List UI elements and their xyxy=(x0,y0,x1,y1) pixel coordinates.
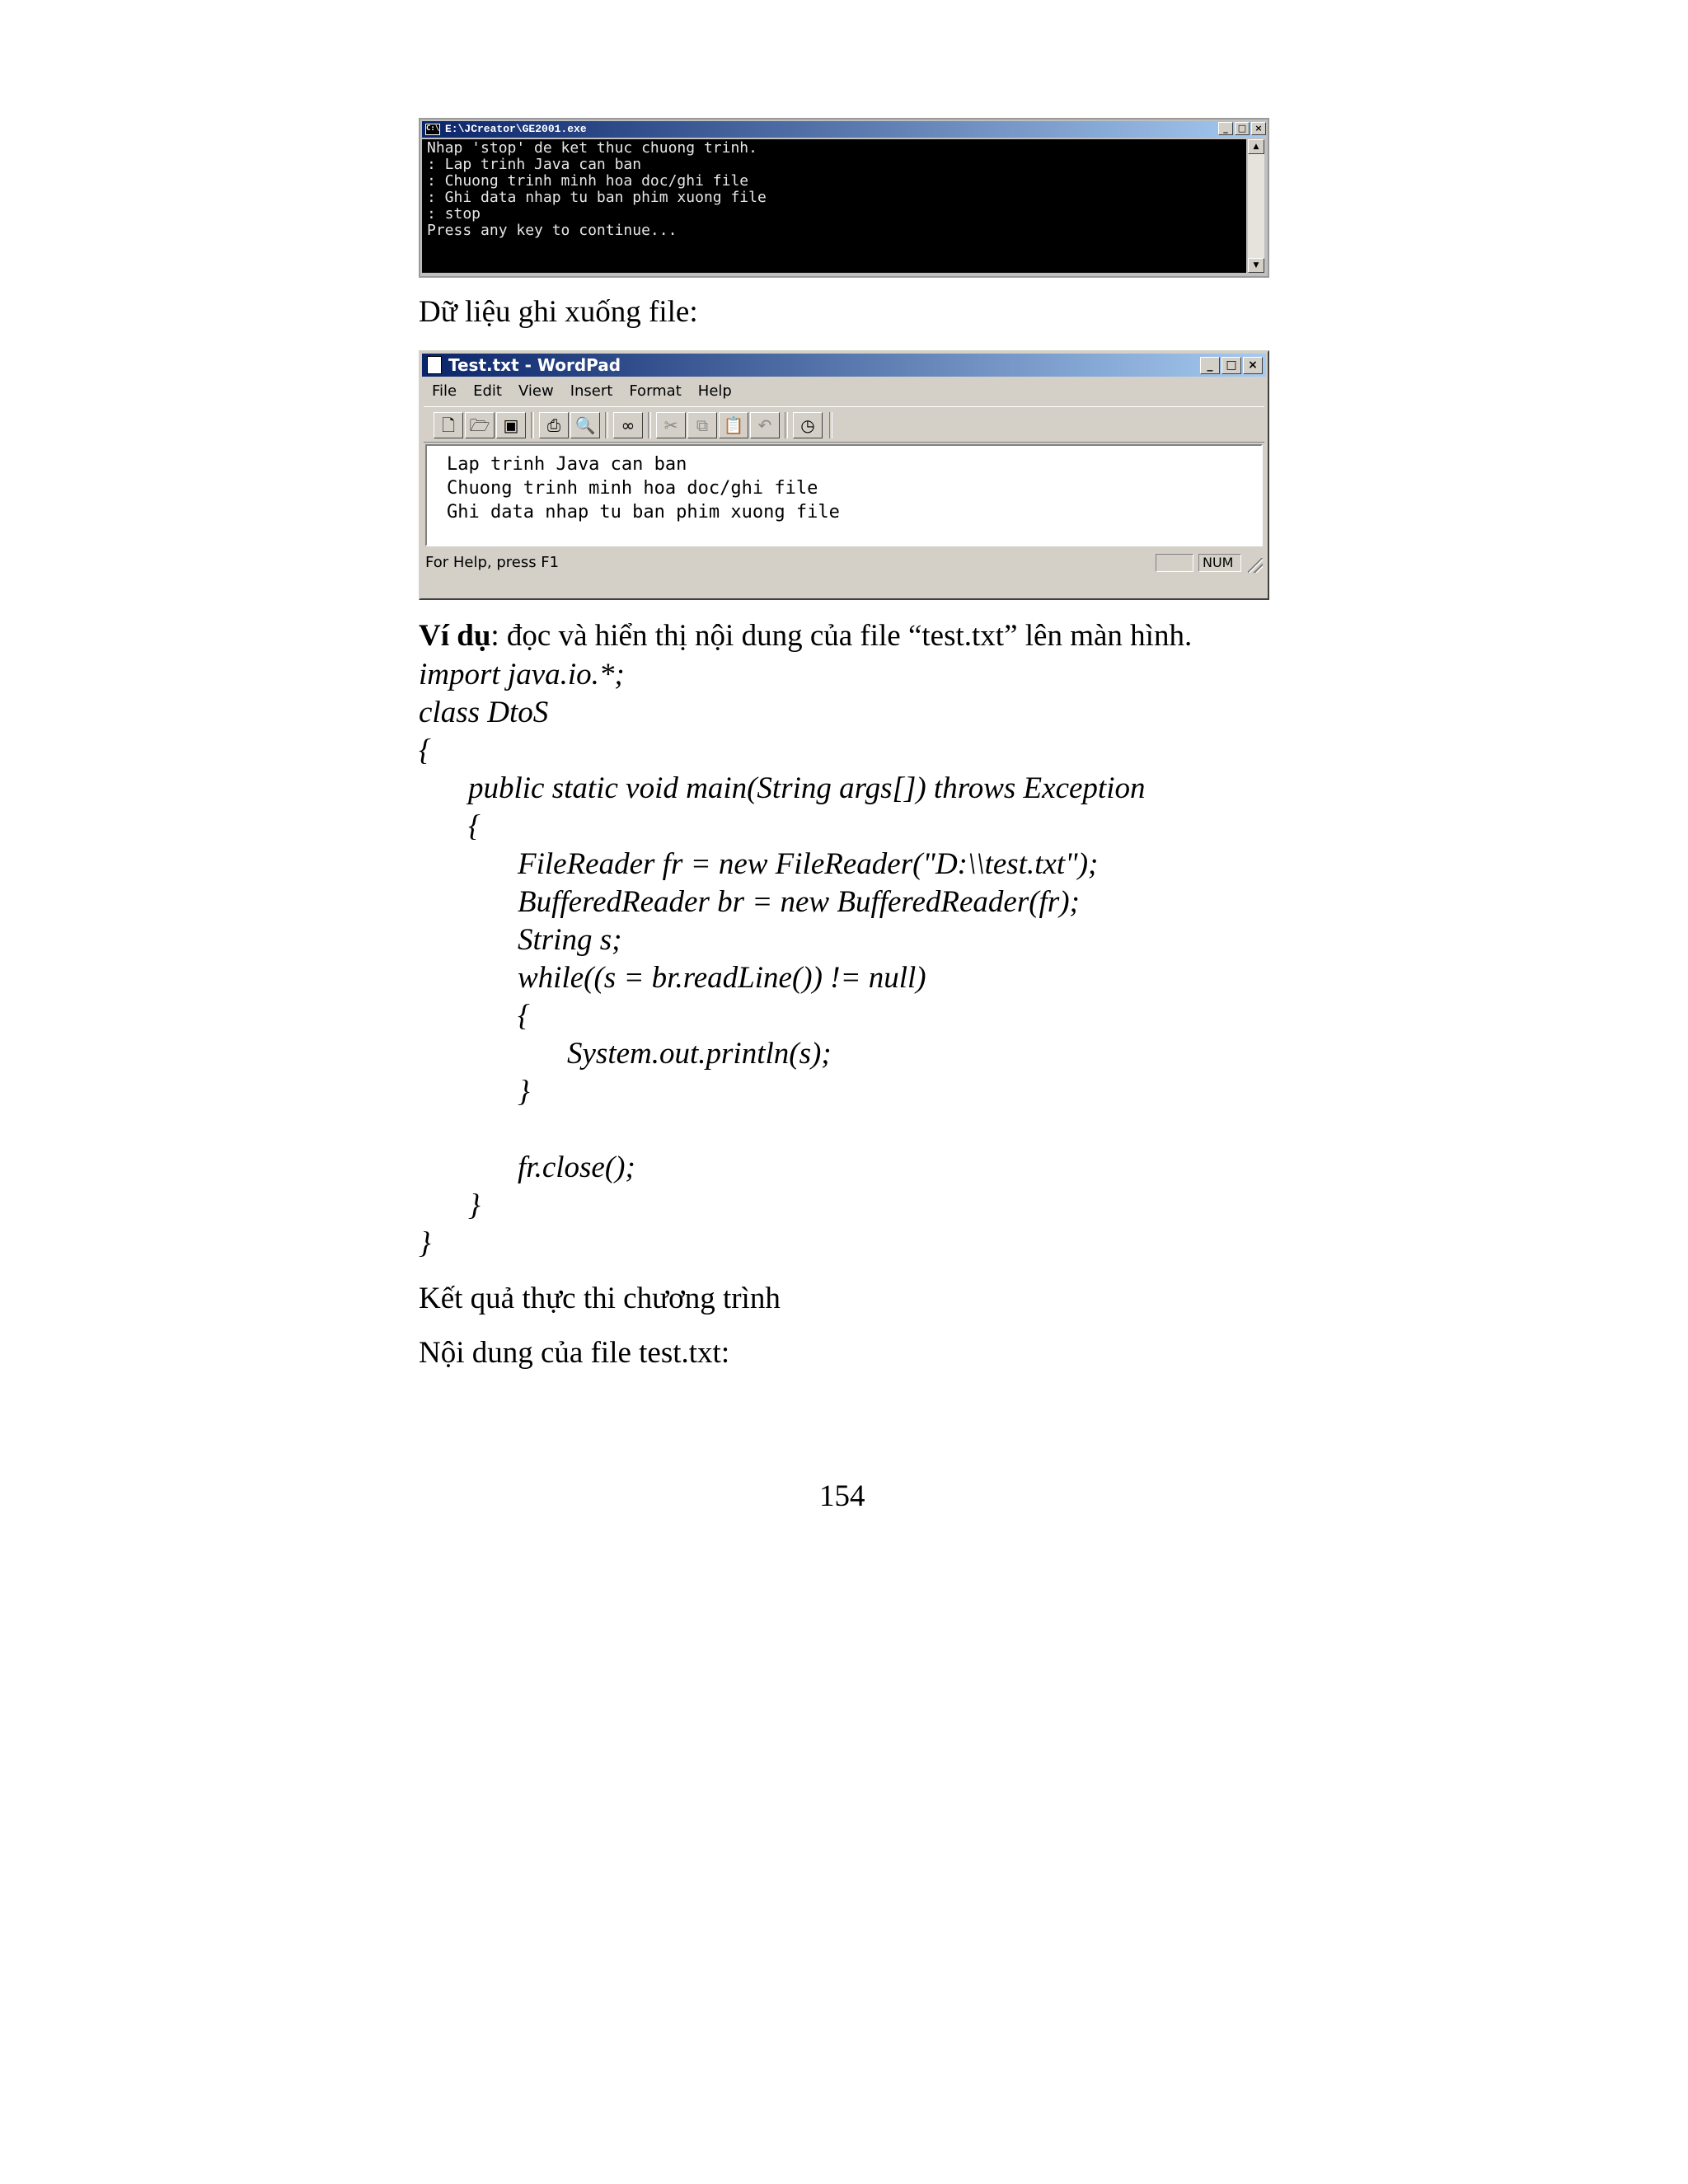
new-document-icon[interactable]: 🗋 xyxy=(434,412,463,438)
console-line: : Ghi data nhap tu ban phim xuong file xyxy=(427,189,767,206)
code-line: String s; xyxy=(518,923,622,957)
code-line: { xyxy=(468,809,481,843)
maximize-button[interactable]: □ xyxy=(1235,122,1250,135)
toolbar-separator xyxy=(531,412,534,438)
code-line: } xyxy=(419,1226,431,1260)
code-line: { xyxy=(518,999,530,1033)
console-line: : Chuong trinh minh hoa doc/ghi file xyxy=(427,172,749,190)
menu-view[interactable]: View xyxy=(518,382,554,400)
code-line: public static void main(String args[]) throws Exception xyxy=(468,771,1146,805)
code-line: { xyxy=(419,733,431,767)
status-panel-empty xyxy=(1156,554,1193,572)
close-button[interactable]: × xyxy=(1251,122,1266,135)
menu-help[interactable]: Help xyxy=(697,382,732,400)
menu-edit[interactable]: Edit xyxy=(473,382,502,400)
toolbar-separator xyxy=(785,412,788,438)
minimize-button[interactable]: _ xyxy=(1218,122,1233,135)
document-line: Ghi data nhap tu ban phim xuong file xyxy=(447,502,840,523)
console-line: Nhap 'stop' de ket thuc chuong trinh. xyxy=(427,139,757,157)
close-button[interactable]: × xyxy=(1243,357,1263,374)
code-line: import java.io.*; xyxy=(419,658,625,691)
print-preview-icon[interactable]: 🔍 xyxy=(570,412,600,438)
open-folder-icon[interactable]: 🗁 xyxy=(465,412,495,438)
code-line: class DtoS xyxy=(419,696,549,729)
code-line: } xyxy=(468,1188,481,1222)
console-line: Press any key to continue... xyxy=(427,222,678,239)
cut-icon[interactable]: ✂ xyxy=(656,412,686,438)
wordpad-toolbar xyxy=(424,406,1264,443)
document-line: Chuong trinh minh hoa doc/ghi file xyxy=(447,478,818,499)
date-time-icon[interactable]: ◷ xyxy=(793,412,823,438)
file-data-caption: Dữ liệu ghi xuống file: xyxy=(419,295,698,329)
console-title: E:\JCreator\GE2001.exe xyxy=(445,123,587,135)
print-icon[interactable]: ⎙ xyxy=(539,412,569,438)
wordpad-title: Test.txt - WordPad xyxy=(448,355,621,375)
code-line: while((s = br.readLine()) != null) xyxy=(518,961,926,995)
code-line: fr.close(); xyxy=(518,1151,635,1184)
console-line: : Lap trinh Java can ban xyxy=(427,156,642,173)
maximize-button[interactable]: □ xyxy=(1221,357,1241,374)
wordpad-doc-icon xyxy=(427,356,442,374)
example-paragraph xyxy=(419,618,1192,654)
wordpad-editor[interactable] xyxy=(425,444,1263,546)
toolbar-separator xyxy=(648,412,651,438)
status-help-text: For Help, press F1 xyxy=(425,554,560,571)
wordpad-window xyxy=(419,350,1269,600)
wordpad-statusbar xyxy=(424,551,1264,574)
status-num-indicator: NUM xyxy=(1198,554,1241,572)
console-output xyxy=(422,139,1246,273)
page-number: 154 xyxy=(819,1479,865,1513)
document-line: Lap trinh Java can ban xyxy=(447,454,687,475)
menu-format[interactable]: Format xyxy=(629,382,682,400)
save-disk-icon[interactable]: ▣ xyxy=(496,412,526,438)
menu-file[interactable]: File xyxy=(432,382,457,400)
undo-icon[interactable]: ↶ xyxy=(750,412,780,438)
code-line: System.out.println(s); xyxy=(567,1037,832,1071)
console-line: : stop xyxy=(427,205,481,223)
console-titlebar xyxy=(422,121,1266,138)
menu-insert[interactable]: Insert xyxy=(570,382,613,400)
console-scrollbar[interactable] xyxy=(1248,139,1264,273)
result-caption: Kết quả thực thi chương trình xyxy=(419,1282,781,1315)
wordpad-menubar xyxy=(424,380,1264,403)
example-label: Ví dụ xyxy=(419,619,491,653)
console-window xyxy=(419,118,1269,278)
example-text: : đọc và hiển thị nội dung của file “test.txt” lên màn hình. xyxy=(490,619,1193,653)
minimize-button[interactable]: _ xyxy=(1200,357,1220,374)
paste-icon[interactable]: 📋 xyxy=(719,412,748,438)
toolbar-separator xyxy=(605,412,608,438)
scroll-up-arrow-icon[interactable]: ▲ xyxy=(1248,139,1264,154)
wordpad-titlebar xyxy=(422,354,1266,377)
toolbar-separator xyxy=(829,412,832,438)
find-binoculars-icon[interactable]: ∞ xyxy=(613,412,643,438)
copy-icon[interactable]: ⧉ xyxy=(687,412,717,438)
code-line: FileReader fr = new FileReader("D:\\test.txt"); xyxy=(518,847,1099,881)
code-line: BufferedReader br = new BufferedReader(fr); xyxy=(518,885,1080,919)
scroll-down-arrow-icon[interactable]: ▼ xyxy=(1248,258,1264,273)
console-app-icon: C:\ xyxy=(425,124,440,135)
resize-grip-icon[interactable] xyxy=(1248,558,1263,573)
code-line: } xyxy=(518,1075,530,1108)
file-content-caption: Nội dung của file test.txt: xyxy=(419,1336,730,1370)
